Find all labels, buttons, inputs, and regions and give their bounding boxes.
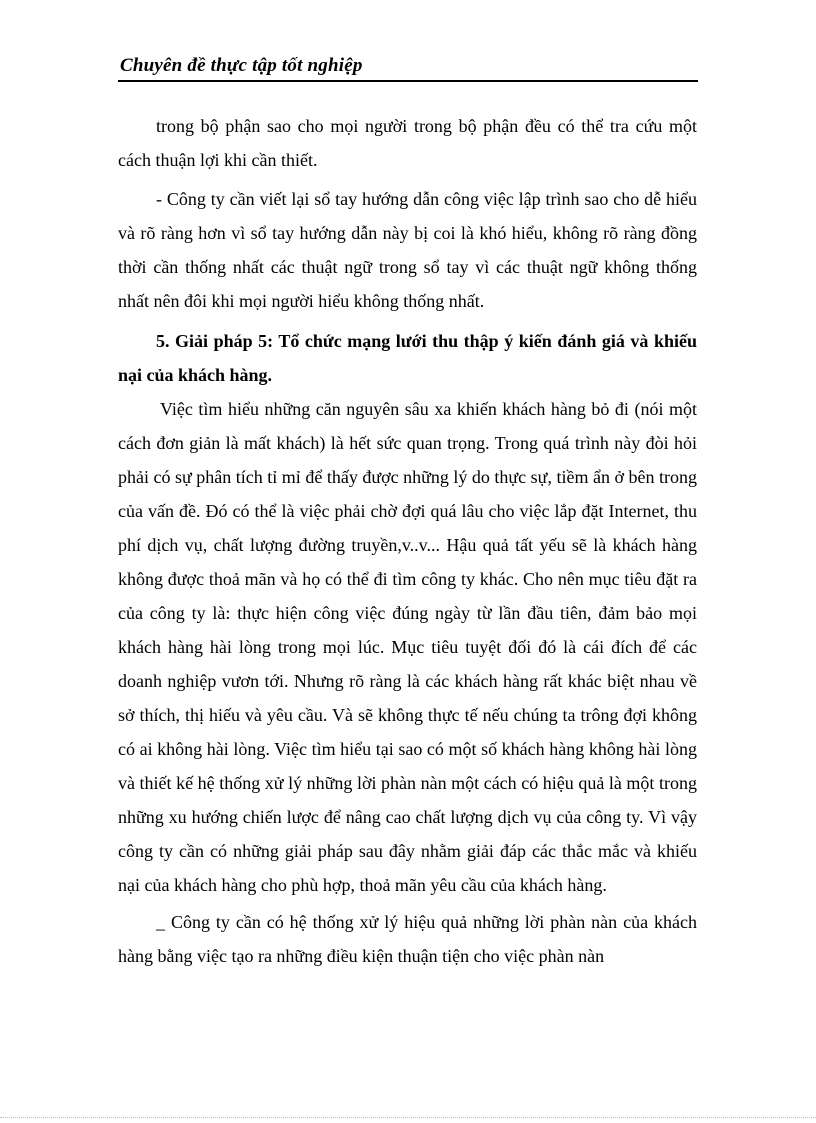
- paragraph-programming-handbook: - Công ty cần viết lại sổ tay hướng dẫn công việc lập trình sao cho dễ hiểu và rõ ràng hơn vì sổ tay hướng dẫn này bị coi là khó hiểu, không rõ ràng đồng thời cần thống nhất các thuật ngữ trong sổ tay vì các thuật ngữ không thống nhất nên đôi khi mọi người hiểu không thống nhất.: [118, 189, 697, 311]
- document-body: [118, 109, 697, 973]
- paragraph-complaint-system: _ Công ty cần có hệ thống xử lý hiệu quả những lời phàn nàn của khách hàng bằng việc tạo ra những điều kiện thuận tiện cho việc phàn nàn: [118, 912, 697, 966]
- paragraph-continuation: trong bộ phận sao cho mọi người trong bộ phận đều có thể tra cứu một cách thuận lợi khi cần thiết.: [118, 116, 697, 170]
- page-header: [118, 50, 698, 82]
- page-bottom-divider: [0, 1117, 816, 1118]
- paragraph-customer-analysis: Việc tìm hiểu những căn nguyên sâu xa khiến khách hàng bỏ đi (nói một cách đơn giản là mất khách) là hết sức quan trọng. Trong quá trình này đòi hỏi phải có sự phân tích tỉ mỉ để thấy được những lý do thực sự, tiềm ẩn ở bên trong của vấn đề. Đó có thể là việc phải chờ đợi quá lâu cho việc lắp đặt Internet, thu phí dịch vụ, chất lượng đường truyền,v..v... Hậu quả tất yếu sẽ là khách hàng không được thoả mãn và họ có thể đi tìm công ty khác. Cho nên mục tiêu đặt ra của công ty là: thực hiện công việc đúng ngày từ lần đầu tiên, đảm bảo mọi khách hàng hài lòng trong mọi lúc. Mục tiêu tuyệt đối đó là cái đích để các doanh nghiệp vươn tới. Nhưng rõ ràng là các khách hàng rất khác biệt nhau về sở thích, thị hiếu và yêu cầu. Và sẽ không thực tế nếu chúng ta trông đợi không có ai không hài lòng. Việc tìm hiểu tại sao có một số khách hàng không hài lòng và thiết kế hệ thống xử lý những lời phàn nàn một cách có hiệu quả là một trong những xu hướng chiến lược để nâng cao chất lượng dịch vụ của công ty. Vì vậy công ty cần có những giải pháp sau đây nhằm giải đáp các thắc mắc và khiếu nại của khách hàng cho phù hợp, thoả mãn yêu cầu của khách hàng.: [118, 399, 697, 895]
- header-title: Chuyên đề thực tập tốt nghiệp: [120, 55, 363, 76]
- section-heading-solution-5: 5. Giải pháp 5: Tổ chức mạng lưới thu thập ý kiến đánh giá và khiếu nại của khách hàng.: [118, 331, 697, 385]
